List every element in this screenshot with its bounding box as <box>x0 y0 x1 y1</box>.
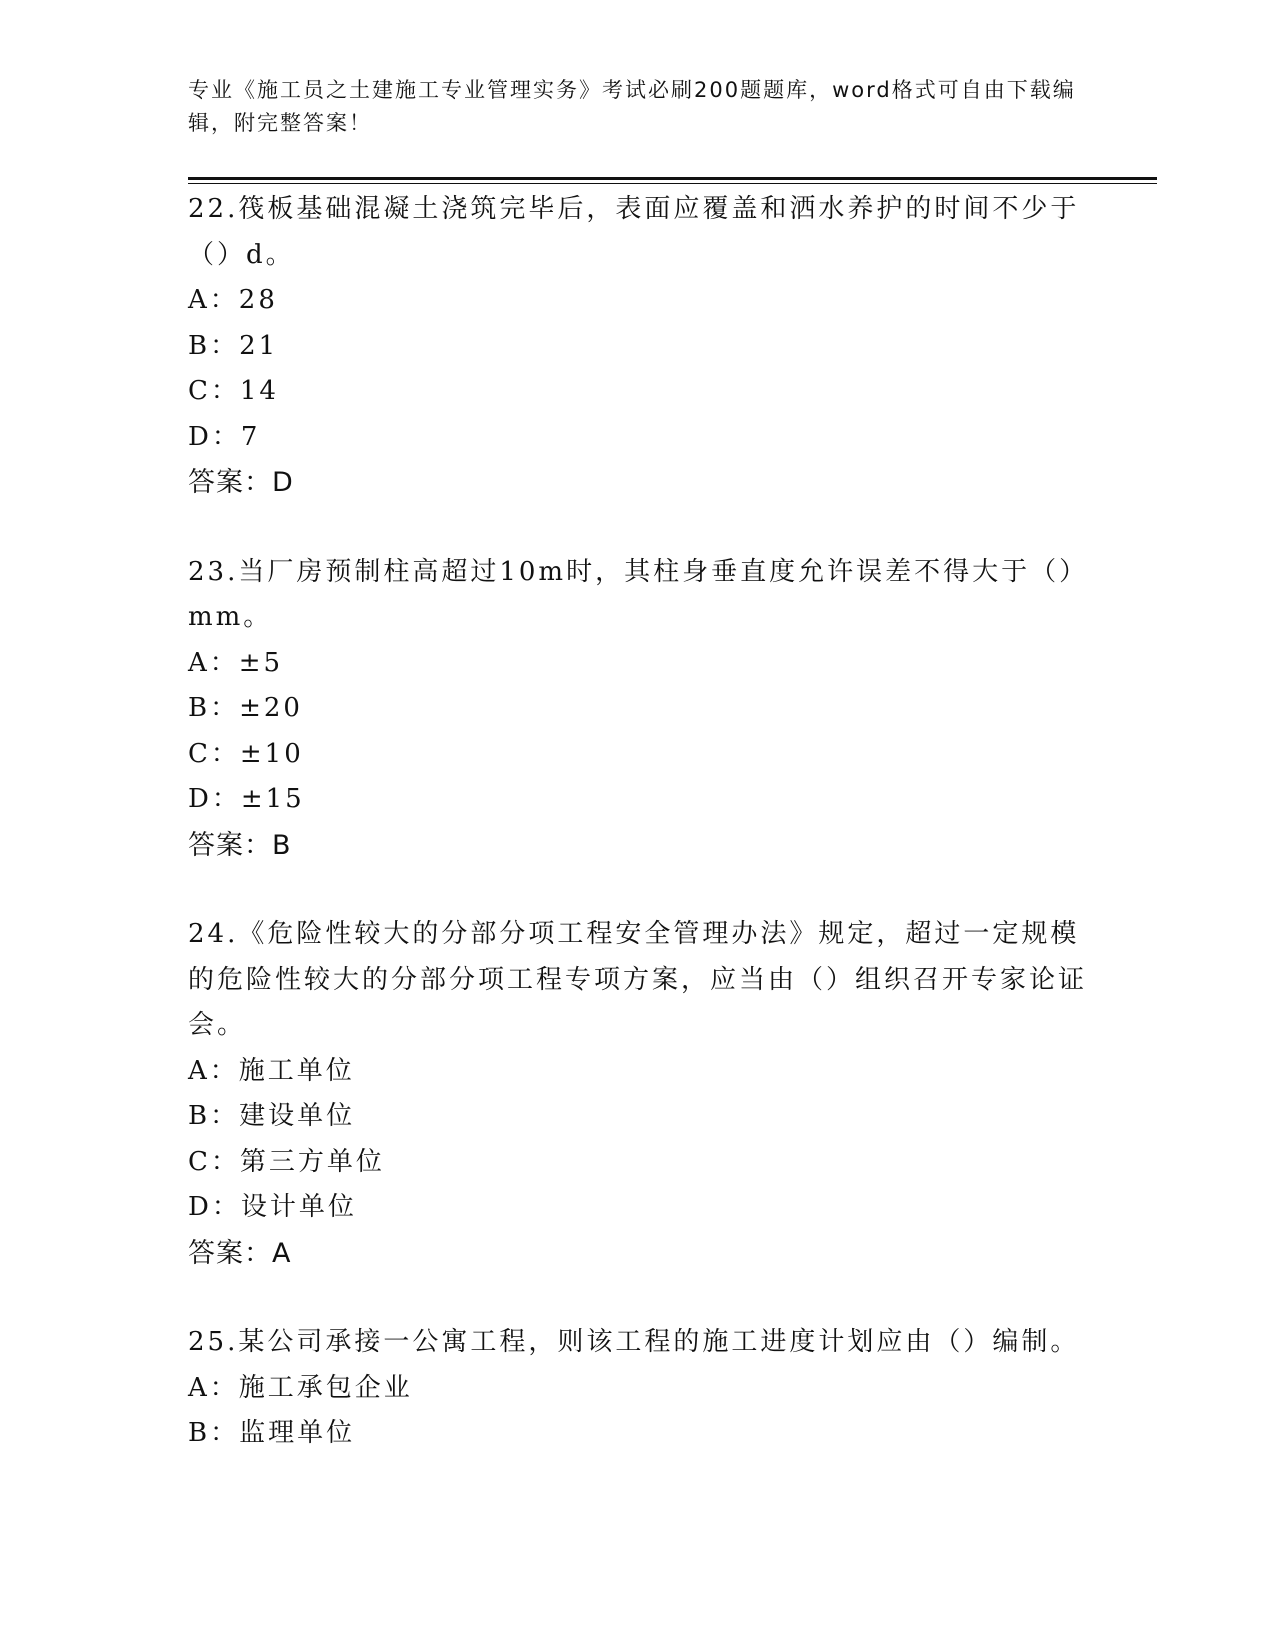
question-stem: 25.某公司承接一公寓工程，则该工程的施工进度计划应由（）编制。 <box>188 1327 1080 1357</box>
question-25 <box>188 1320 1088 1457</box>
header-divider-thick <box>188 177 1157 180</box>
option-d: D：7 <box>188 421 261 452</box>
option-a: A：施工单位 <box>188 1055 355 1086</box>
option-a: A：28 <box>188 285 278 315</box>
question-spacer <box>188 1276 1088 1320</box>
option-c: C：±10 <box>188 738 304 769</box>
option-d: D：设计单位 <box>188 1192 357 1222</box>
option-c: C：14 <box>188 376 279 406</box>
question-spacer <box>188 868 1088 912</box>
option-b: B：±20 <box>188 693 303 723</box>
option-d: D：±15 <box>188 784 305 814</box>
option-a: A：±5 <box>188 647 284 678</box>
header-divider-thin <box>188 183 1157 184</box>
question-24 <box>188 912 1088 1276</box>
answer-line: 答案：B <box>188 829 292 861</box>
answer-line: 答案：D <box>188 467 294 498</box>
question-spacer <box>188 506 1088 550</box>
option-b: B：监理单位 <box>188 1418 356 1448</box>
option-c: C：第三方单位 <box>188 1146 385 1177</box>
question-stem: 23.当厂房预制柱高超过10m时，其柱身垂直度允许误差不得大于（）mm。 <box>188 556 1076 632</box>
question-stem: 24.《危险性较大的分部分项工程安全管理办法》规定，超过一定规模的危险性较大的分部分项工程专项方案，应当由（）组织召开专家论证会。 <box>188 919 1088 1040</box>
question-stem: 22.筏板基础混凝土浇筑完毕后，表面应覆盖和洒水养护的时间不少于（）d。 <box>188 194 1080 270</box>
option-b: B：21 <box>188 330 279 361</box>
question-22 <box>188 187 1088 506</box>
option-a: A：施工承包企业 <box>188 1372 413 1403</box>
question-list <box>188 187 1088 1457</box>
answer-line: 答案：A <box>188 1237 292 1269</box>
question-23 <box>188 550 1088 869</box>
option-b: B：建设单位 <box>188 1101 356 1131</box>
document-header: 专业《施工员之土建施工专业管理实务》考试必刷200题题库，word格式可自由下载编辑，附完整答案！ <box>188 78 1076 135</box>
